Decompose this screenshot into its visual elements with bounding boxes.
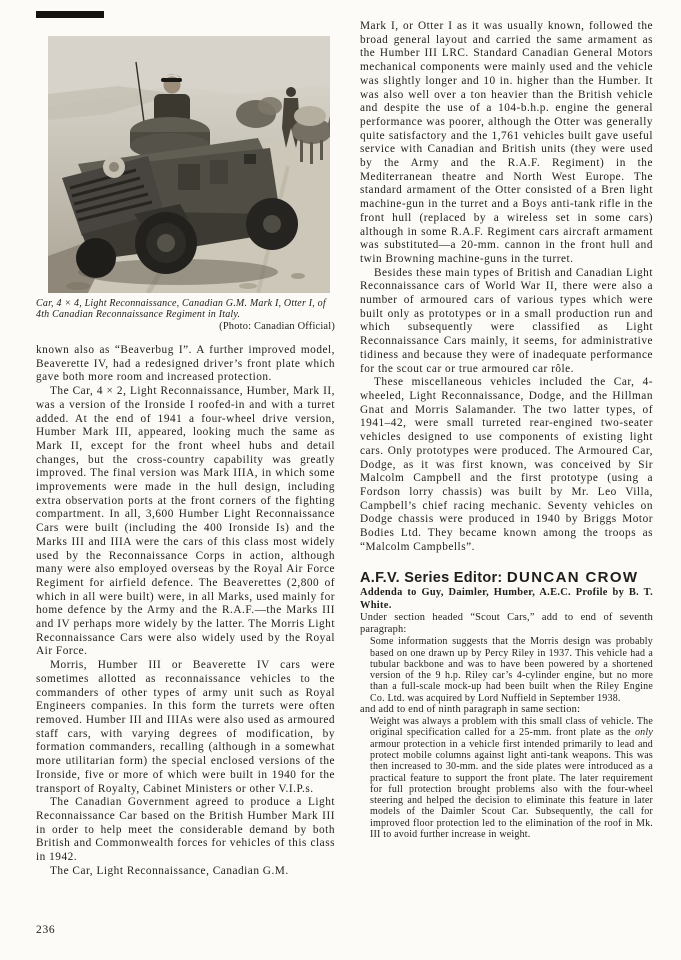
photo-credit: (Photo: Canadian Official) <box>219 320 335 332</box>
editor-name: DUNCAN CROW <box>506 569 639 587</box>
paragraph: The Car, Light Reconnaissance, Canadian G.M. <box>50 864 289 877</box>
paragraph: Besides these main types of British and Canadian Light Reconnaissance cars of World War II, there were also a number of armoured cars of various types which were built only as prototypes or in a small production run and which subsequently were classified as Light Reconnaissance Cars mainly, it seems, for administrative tidiness and because they were of inadequate performance for the scout car or true armoured car rôle. <box>360 266 653 375</box>
paragraph: These miscellaneous vehicles included the Car, 4-wheeled, Light Reconnaissance, Dodge, and the Hillman Gnat and Morris Salamander. The two latter types, of 1941–42, were small turreted rear-engined two-seater vehicles designed to use components of existing light cars. Only prototypes were produced. The Armoured Car, Dodge, as it was first known, was conceived by Sir Malcolm Campbell and the first prototype (using a Fordson lorry chassis) was built by Mr. Leo Villa, Campbell’s chief racing mechanic. Seventy vehicles on Dodge chassis were produced in 1940 by Briggs Motor Bodies Ltd. They became known among the troops as “Malcolm Campbells”. <box>360 376 653 553</box>
right-column <box>360 20 653 840</box>
paragraph: known also as “Beaverbug I”. A further improved model, Beaverette IV, had a redesigned driver’s front plate which gave both more room and increased protection. <box>36 344 335 384</box>
page-number: 236 <box>36 924 56 936</box>
addenda-block-2-before: Weight was always a problem with this small class of vehicle. The original specification called for a 25-mm. front plate as the <box>370 716 653 739</box>
addenda-title: Addenda to Guy, Daimler, Humber, A.E.C. Profile by B. T. White. <box>360 587 653 611</box>
addenda-instruction-1: Under section headed “Scout Cars,” add to end of seventh paragraph: <box>360 612 653 636</box>
afv-heading-label: A.F.V. Series Editor: <box>360 570 507 587</box>
armoured-car-photo <box>48 36 330 293</box>
photo-figure <box>36 36 335 333</box>
addenda-block-2-italic-word: only <box>634 727 653 739</box>
paragraph: The Canadian Government agreed to produce a Light Reconnaissance Car based on the British Humber Mark III in order to help meet the considerable demand by both British and Commonwealth forces for vehicles of this class in 1942. <box>36 796 335 864</box>
addenda-block-2-after: armour protection in a vehicle first intended primarily to lead and protect mobile columns against light anti-tank weapons. This was then increased to 30-mm. and the side plates were introduced as a practical feature to support the front plate. The later requirement for full protection brought problems also with the four-wheel steering and helped the decision to eliminate this feature in later models of the Daimler Scout Car. Subsequently, the call for improved floor protection led to the elimination of the roof in Mk. III to avoid further increase in weight. <box>370 738 653 840</box>
afv-series-editor-heading <box>360 569 653 587</box>
left-column <box>36 344 335 878</box>
addenda-instruction-2: and add to end of ninth paragraph in same section: <box>360 704 581 716</box>
paragraph: The Car, 4 × 2, Light Reconnaissance, Humber, Mark II, was a version of the Ironside I roofed-in and with a turret added. At the end of 1941 a four-wheel drive version, Humber Mark III, appeared, looking much the same as Mark II, except for the front wheel hubs and detail changes, but the cross-country capability was greatly improved. The final version was Mark IIIA, in which some improvements were made in the hull design, including extra observation ports at the front corners of the fighting compartment. In all, 3,600 Humber Light Reconnaissance Cars were built (including the 400 Ironside Is) and the Marks III and IIIA were the cars of this class most widely used by the Reconnaissance Corps in action, although many were also employed overseas by the Royal Air Force Regiment for airfield defence. The Beaverettes (2,800 of which in all were built) were, in all Marks, used mainly for home defence by the Army and the R.A.F.—the Marks III and IV perhaps more widely by the latter. The Morris Light Reconnaissance Cars were also widely used by the Royal Air Force. <box>36 385 335 658</box>
photo-caption <box>36 298 335 333</box>
photo-caption-text: Car, 4 × 4, Light Reconnaissance, Canadian G.M. Mark I, Otter I, of 4th Canadian Reconnaissance Regiment in Italy. <box>36 298 326 321</box>
paragraph: Mark I, or Otter I as it was usually known, followed the broad general layout and carried the same armament as the Humber III LRC. Standard Canadian General Motors mechanical components were mainly used and the vehicle was slightly longer and 10 in. higher than the Humber. It was also well over a ton heavier than the British vehicle and despite the use of a 104-b.h.p. engine the general performance was poorer, although the Otter was generally quite satisfactory and the 1,761 vehicles built gave useful service with Canadian and British units (they were used by the Army and the R.A.F. Regiment) in the Mediterranean theatre and North West Europe. The standard armament of the Otter consisted of a Bren light machine-gun in the turret and a Boys anti-tank rifle in the front hull (replaced by a wireless set in some cars) although in some R.A.F. Regiment cars aircraft armament was substituted—a 20-mm. cannon in the front hull and twin Browning machine-guns in the turret. <box>360 20 653 265</box>
paragraph: Morris, Humber III or Beaverette IV cars were sometimes allotted as reconnaissance vehicles to the commanders of other types of army unit such as Royal Engineers companies. In this form the turrets were often removed. Humber III and IIIAs were also used as armoured staff cars, with varying degrees of modification, by formation commanders, recalling (although in a somewhat more utilitarian form) the special enclosed versions of the Ironside, five or more of which were built in 1940 for the transport of Royalty, Cabinet Ministers or other V.I.P.s. <box>36 659 335 795</box>
addenda-block-1: Some information suggests that the Morris design was probably based on one drawn up by Percy Riley in 1937. This vehicle had a tubular backbone and was to have been powered by a shortened version of the 9 h.p. Riley car’s 4-cylinder engine, but no more than a full-scale mock-up had been built when the Riley Engine Co. Ltd. was acquired by Lord Nuffield in September 1938. <box>370 636 653 704</box>
print-registration-mark <box>36 11 104 18</box>
addenda-block-2 <box>360 716 653 840</box>
armoured-car-photo-illustration <box>48 36 330 293</box>
